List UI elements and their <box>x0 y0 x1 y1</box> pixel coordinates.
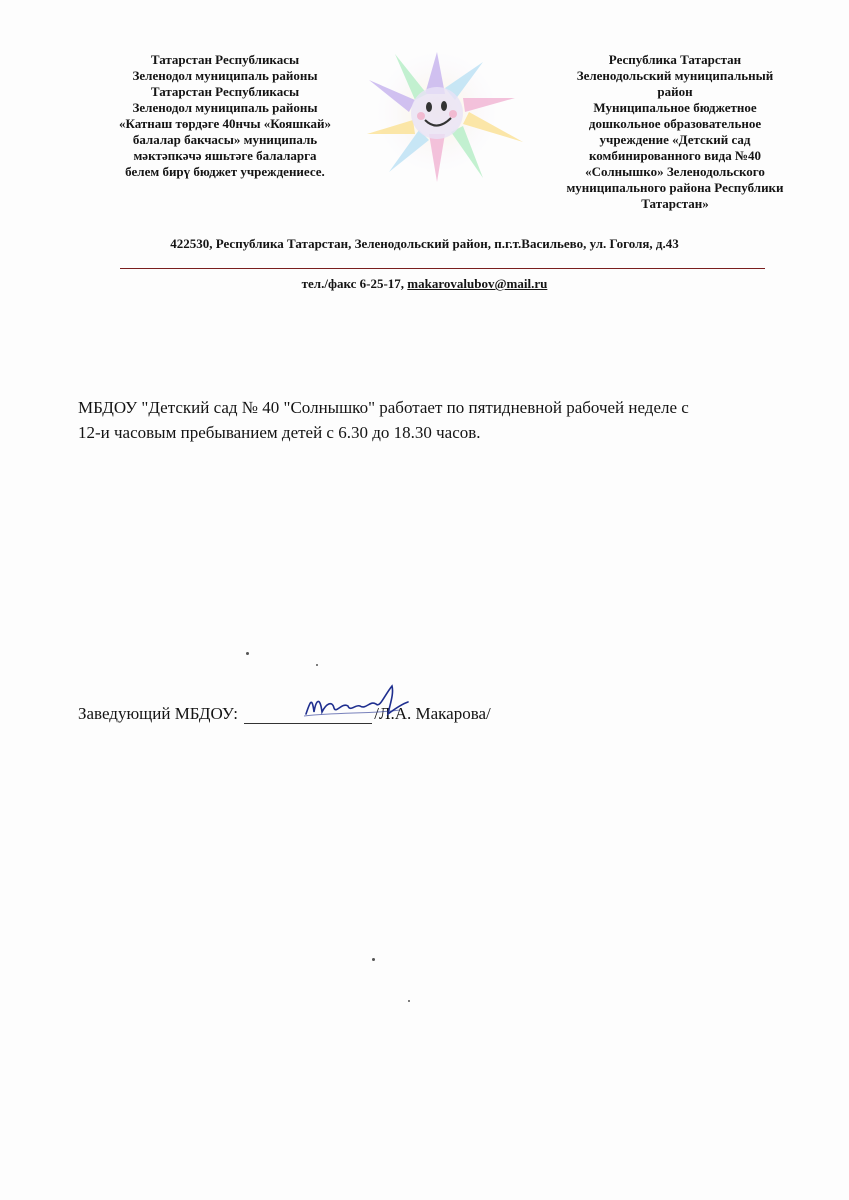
address-line: 422530, Республика Татарстан, Зеленодольский район, п.г.т.Васильево, ул. Гоголя, д.43 <box>170 236 679 251</box>
email-link[interactable]: makarovalubov@mail.ru <box>407 276 548 291</box>
body-line: МБДОУ "Детский сад № 40 "Солнышко" работает по пятидневной рабочей неделе с <box>78 398 689 417</box>
header-tatar-org <box>80 52 370 180</box>
scan-speck <box>372 958 375 961</box>
header-line: Татарстан» <box>641 196 709 211</box>
signature-label: Заведующий МБДОУ: <box>78 704 243 723</box>
header-russian-org <box>530 52 820 212</box>
header-divider <box>120 268 765 269</box>
header-line: Татарстан Республикасы <box>150 52 300 67</box>
header-line: учреждение «Детский сад <box>599 132 751 147</box>
scan-speck <box>246 652 249 655</box>
phone-fax: тел./факс 6-25-17, <box>301 276 408 291</box>
signature-block <box>78 704 491 724</box>
header-line: Муниципальное бюджетное <box>593 100 757 115</box>
header-line: Зеленодол муниципаль районы <box>132 100 318 115</box>
header-line: Зеленодольский муниципальный <box>576 68 774 83</box>
header-line: район <box>657 84 693 99</box>
header-line: «Солнышко» Зеленодольского <box>585 164 765 179</box>
scan-speck <box>408 1000 410 1002</box>
header-line: дошкольное образовательное <box>588 116 762 131</box>
body-paragraph <box>78 395 808 445</box>
header-line: муниципального района Республики <box>566 180 784 195</box>
signer-name: /Л.А. Макарова/ <box>374 704 491 723</box>
header-line: мәктәпкәчә яшьтәге балаларга <box>133 148 317 163</box>
header-line: комбинированного вида №40 <box>588 148 762 163</box>
scan-speck <box>316 664 318 666</box>
sun-logo-icon <box>365 50 525 185</box>
header-line: Зеленодол муниципаль районы <box>132 68 318 83</box>
header-line: Татарстан Республикасы <box>150 84 300 99</box>
header-line: «Катнаш төрдәге 40нчы «Кояшкай» <box>118 116 332 131</box>
contacts-line <box>0 276 849 292</box>
header-line: белем бирү бюджет учреждениесе. <box>125 164 325 179</box>
body-line: 12-и часовым пребыванием детей с 6.30 до 18.30 часов. <box>78 423 481 442</box>
handwritten-signature <box>300 682 410 722</box>
header-line: Республика Татарстан <box>608 52 742 67</box>
header-line: балалар бакчасы» муниципаль <box>132 132 318 147</box>
